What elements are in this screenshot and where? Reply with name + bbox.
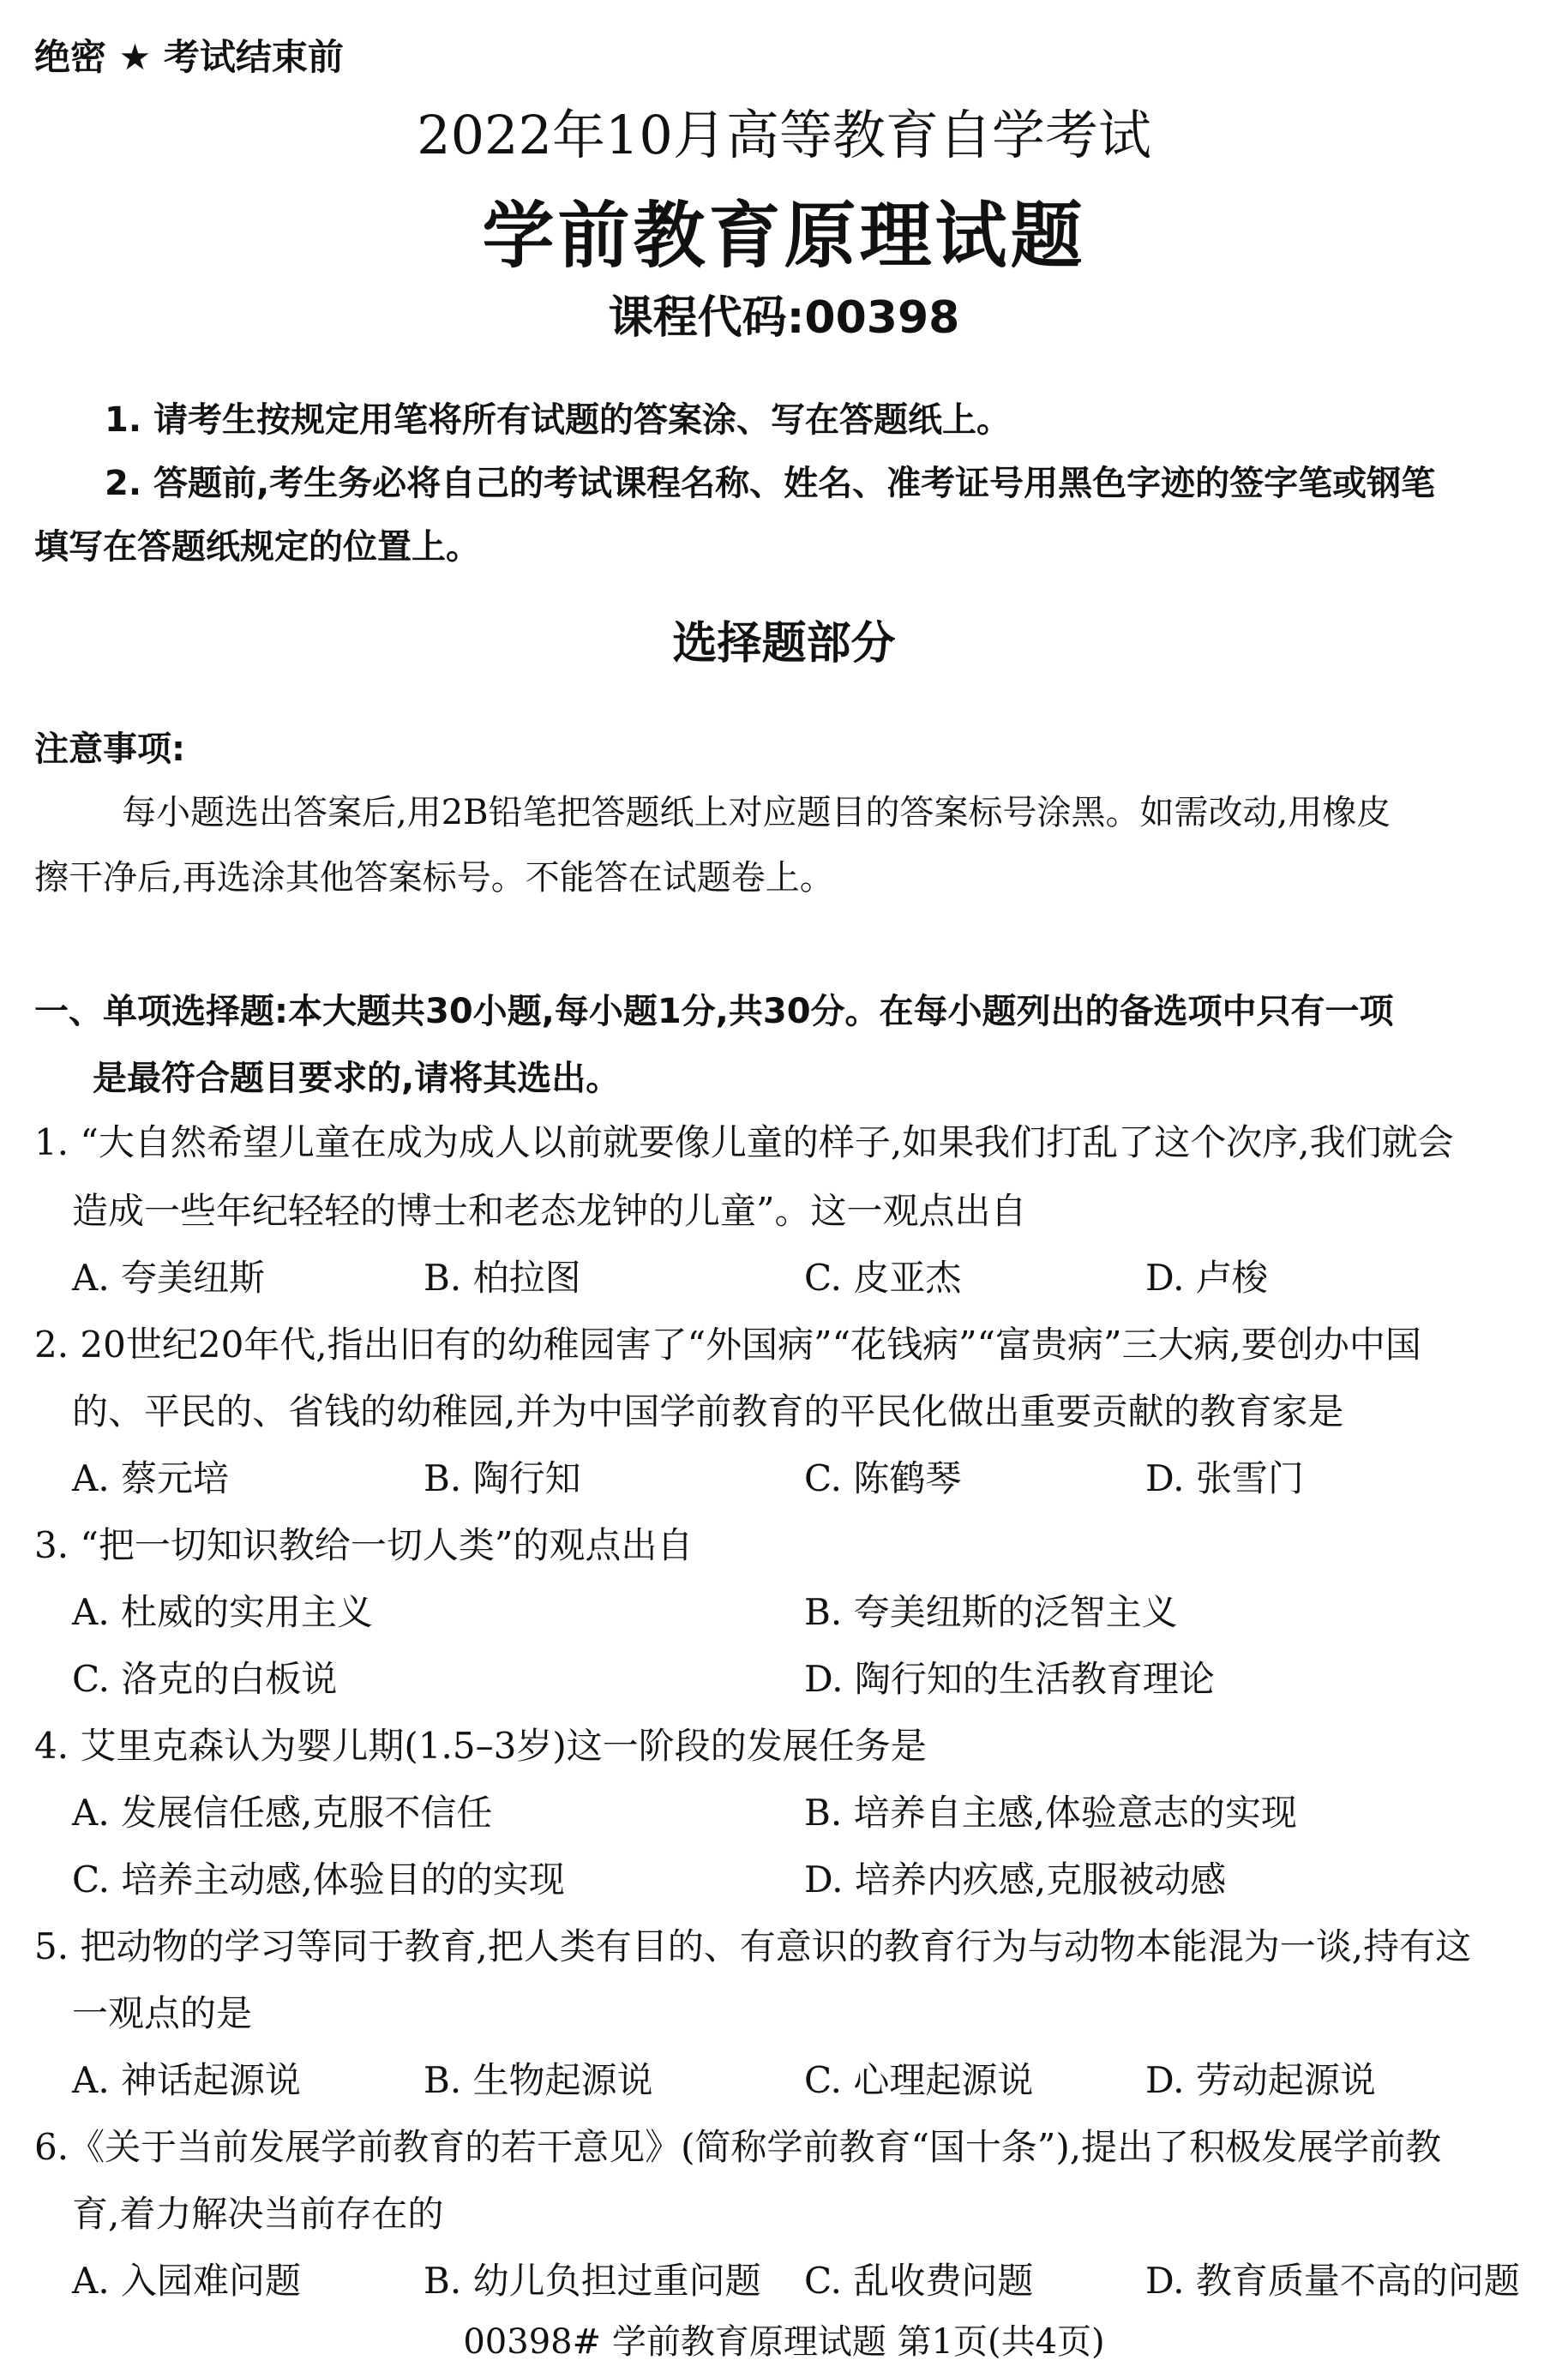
notice-label: 注意事项: [34, 730, 185, 769]
question-3-line-1: 3. “把一切知识教给一切人类”的观点出自 [34, 1524, 694, 1566]
question-4-line-1: 4. 艾里克森认为婴儿期(1.5–3岁)这一阶段的发展任务是 [34, 1725, 927, 1767]
question-6-line-2: 育,着力解决当前存在的 [72, 2193, 444, 2235]
question-2-line-1: 2. 20世纪20年代,指出旧有的幼稚园害了“外国病”“花钱病”“富贵病”三大病,要创办中国 [34, 1324, 1421, 1366]
question-5-option-a: A. 神话起源说 [72, 2059, 302, 2101]
question-1-line-2: 造成一些年纪轻轻的博士和老态龙钟的儿童”。这一观点出自 [72, 1190, 1027, 1232]
question-6-option-c: C. 乱收费问题 [804, 2260, 1034, 2302]
question-3-option-a: A. 杜威的实用主义 [72, 1591, 374, 1633]
notice-line-1: 每小题选出答案后,用2B铅笔把答题纸上对应题目的答案标号涂黑。如需改动,用橡皮 [122, 793, 1391, 832]
question-4-option-d: D. 培养内疚感,克服被动感 [804, 1859, 1227, 1901]
exam-title: 2022年10月高等教育自学考试 [417, 104, 1151, 166]
question-5-line-1: 5. 把动物的学习等同于教育,把人类有目的、有意识的教育行为与动物本能混为一谈,持有这 [34, 1925, 1472, 1967]
page-footer: 00398# 学前教育原理试题 第1页(共4页) [463, 2322, 1105, 2362]
section-title: 选择题部分 [672, 618, 896, 670]
question-4-option-b: B. 培养自主感,体验意志的实现 [804, 1792, 1297, 1834]
question-4-option-a: A. 发展信任感,克服不信任 [72, 1792, 493, 1834]
question-1-option-c: C. 皮亚杰 [804, 1257, 962, 1299]
question-3-option-d: D. 陶行知的生活教育理论 [804, 1658, 1215, 1700]
instruction-2-cont: 填写在答题纸规定的位置上。 [34, 527, 480, 567]
notice-line-2: 擦干净后,再选涂其他答案标号。不能答在试题卷上。 [34, 858, 834, 898]
question-1-line-1: 1. “大自然希望儿童在成为成人以前就要像儿童的样子,如果我们打乱了这个次序,我们就会 [34, 1121, 1454, 1163]
instruction-2: 2. 答题前,考生务必将自己的考试课程名称、姓名、准考证号用黑色字迹的签字笔或钢笔 [105, 464, 1436, 503]
question-3-option-b: B. 夸美纽斯的泛智主义 [804, 1591, 1178, 1633]
question-1-option-b: B. 柏拉图 [424, 1257, 581, 1299]
part-heading-1: 一、单项选择题:本大题共30小题,每小题1分,共30分。在每小题列出的备选项中只有一项 [34, 992, 1394, 1031]
question-2-option-c: C. 陈鹤琴 [804, 1457, 962, 1499]
question-5-option-c: C. 心理起源说 [804, 2059, 1034, 2101]
question-2-option-b: B. 陶行知 [424, 1457, 581, 1499]
course-code: 课程代码:00398 [608, 292, 960, 344]
question-2-option-a: A. 蔡元培 [72, 1457, 230, 1499]
question-6-option-d: D. 教育质量不高的问题 [1145, 2260, 1520, 2302]
question-5-option-b: B. 生物起源说 [424, 2059, 653, 2101]
question-6-option-b: B. 幼儿负担过重问题 [424, 2260, 761, 2302]
question-2-option-d: D. 张雪门 [1145, 1457, 1304, 1499]
part-heading-2: 是最符合题目要求的,请将其选出。 [93, 1059, 621, 1098]
question-1-option-a: A. 夸美纽斯 [72, 1257, 266, 1299]
instruction-1: 1. 请考生按规定用笔将所有试题的答案涂、写在答题纸上。 [105, 400, 1011, 440]
question-4-option-c: C. 培养主动感,体验目的的实现 [72, 1859, 565, 1901]
subject-title: 学前教育原理试题 [482, 194, 1086, 278]
question-5-line-2: 一观点的是 [72, 1992, 253, 2034]
question-1-option-d: D. 卢梭 [1145, 1257, 1268, 1299]
question-6-option-a: A. 入园难问题 [72, 2260, 302, 2302]
secret-mark: 绝密 ★ 考试结束前 [34, 36, 344, 78]
question-6-line-1: 6.《关于当前发展学前教育的若干意见》(简称学前教育“国十条”),提出了积极发展学前教 [34, 2126, 1442, 2168]
question-2-line-2: 的、平民的、省钱的幼稚园,并为中国学前教育的平民化做出重要贡献的教育家是 [72, 1390, 1344, 1432]
question-5-option-d: D. 劳动起源说 [1145, 2059, 1376, 2101]
question-3-option-c: C. 洛克的白板说 [72, 1658, 338, 1700]
